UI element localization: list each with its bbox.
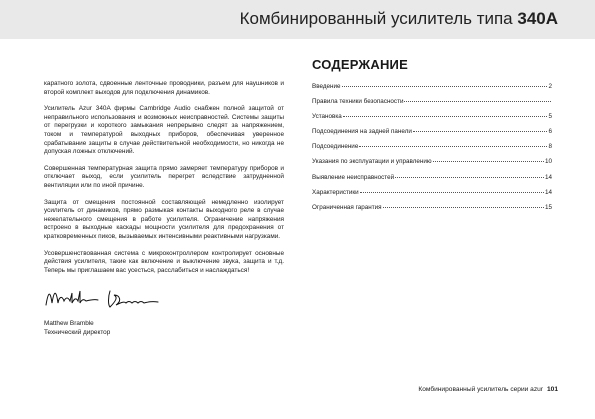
- toc-item-safety[interactable]: [312, 98, 552, 113]
- toc-leader-dots: [343, 112, 548, 117]
- toc-item-page: 6: [548, 128, 552, 136]
- toc-item-page: 14: [544, 173, 552, 181]
- toc-leader-dots: [383, 203, 544, 208]
- intro-paragraph: Защита от смещения постоянной составляющей немедленно изолирует усилитель от динамиков, прямо размыкая контакты выходного реле в случае нежелательного смещения в работе усилителя. Ограничение напряжения встроено в выходные каскады мощности усилителя для предохранения от кратковременных пиков, вызываемых интенсивными реактивными нагрузками.: [44, 198, 284, 240]
- signature-name: Matthew Bramble: [44, 320, 94, 328]
- toc-leader-dots: [404, 97, 551, 102]
- toc-item-page: 8: [548, 143, 552, 151]
- intro-paragraph: Усовершенствованная система с микроконтроллером контролирует основные действия усилителя, такие как включение и выключение звука, защита и т.д. Теперь мы приглашаем вас усесться, расслабиться и наслаждаться!: [44, 249, 284, 274]
- toc-leader-dots: [342, 82, 548, 87]
- toc-item-label: Установка: [312, 113, 342, 121]
- toc-item-installation[interactable]: [312, 113, 552, 128]
- header-bar: [0, 0, 595, 39]
- toc-item-troubleshooting[interactable]: [312, 174, 552, 189]
- toc-item-label: Ограниченная гарантия: [312, 203, 382, 211]
- toc-item-warranty[interactable]: [312, 204, 552, 219]
- toc-item-label: Указания по эксплуатации и управлению: [312, 158, 432, 166]
- toc-leader-dots: [360, 188, 544, 193]
- intro-paragraph: каратного золота, сдвоенные ленточные проводники, разъем для наушников и второй комплект выходов для подключения динамиков.: [44, 80, 284, 96]
- intro-paragraph: Совершенная температурная защита прямо замеряет температуру приборов и отключает выход, если усилитель перегрет вследствие затрудненной вентиляции или по иной причине.: [44, 164, 284, 189]
- table-of-contents: [312, 83, 552, 219]
- footer-text: Комбинированный усилитель серии azur: [418, 386, 543, 393]
- toc-item-label: Правила техники безопасности: [312, 98, 404, 106]
- toc-leader-dots: [433, 157, 544, 162]
- toc-item-label: Выявление неисправностей: [312, 173, 395, 181]
- page-title: [240, 9, 558, 29]
- toc-leader-dots: [413, 127, 548, 132]
- toc-heading: СОДЕРЖАНИЕ: [312, 57, 408, 72]
- intro-paragraph: Усилитель Azur 340A фирмы Cambridge Audio снабжен полной защитой от неправильного использования и возможных неисправностей. Системы защиты от перегрузки и короткого замыкания непрерывно следят за напряжением, током и температурой выходных приборов, обеспечивая уверенное срабатывание защиты в случае действительной необходимости, но никогда не допуская ложных отключений.: [44, 105, 284, 156]
- toc-item-page: 2: [548, 83, 552, 90]
- handwritten-signature: [44, 283, 164, 311]
- toc-leader-dots: [395, 173, 544, 178]
- toc-item-specifications[interactable]: [312, 189, 552, 204]
- toc-item-rear-panel[interactable]: [312, 128, 552, 143]
- toc-item-label: Подсоединение: [312, 143, 359, 151]
- toc-item-operation[interactable]: [312, 158, 552, 173]
- toc-item-introduction[interactable]: [312, 83, 552, 98]
- page-number: 101: [546, 386, 558, 393]
- toc-item-page: 10: [544, 158, 552, 166]
- toc-item-label: Характеристики: [312, 188, 359, 196]
- toc-item-page: 15: [544, 203, 552, 211]
- title-prefix: Комбинированный усилитель типа: [239, 9, 518, 28]
- intro-column: [44, 80, 284, 337]
- toc-item-page: 5: [548, 113, 552, 121]
- toc-item-label: Введение: [312, 83, 341, 90]
- signature-role: Технический директор: [44, 329, 111, 337]
- title-model: 340A: [517, 9, 558, 28]
- page-footer: [418, 386, 558, 393]
- toc-item-label: Подсоединения на задней панели: [312, 128, 412, 136]
- toc-item-connection[interactable]: [312, 143, 552, 158]
- toc-leader-dots: [359, 142, 547, 147]
- toc-item-page: 14: [544, 188, 552, 196]
